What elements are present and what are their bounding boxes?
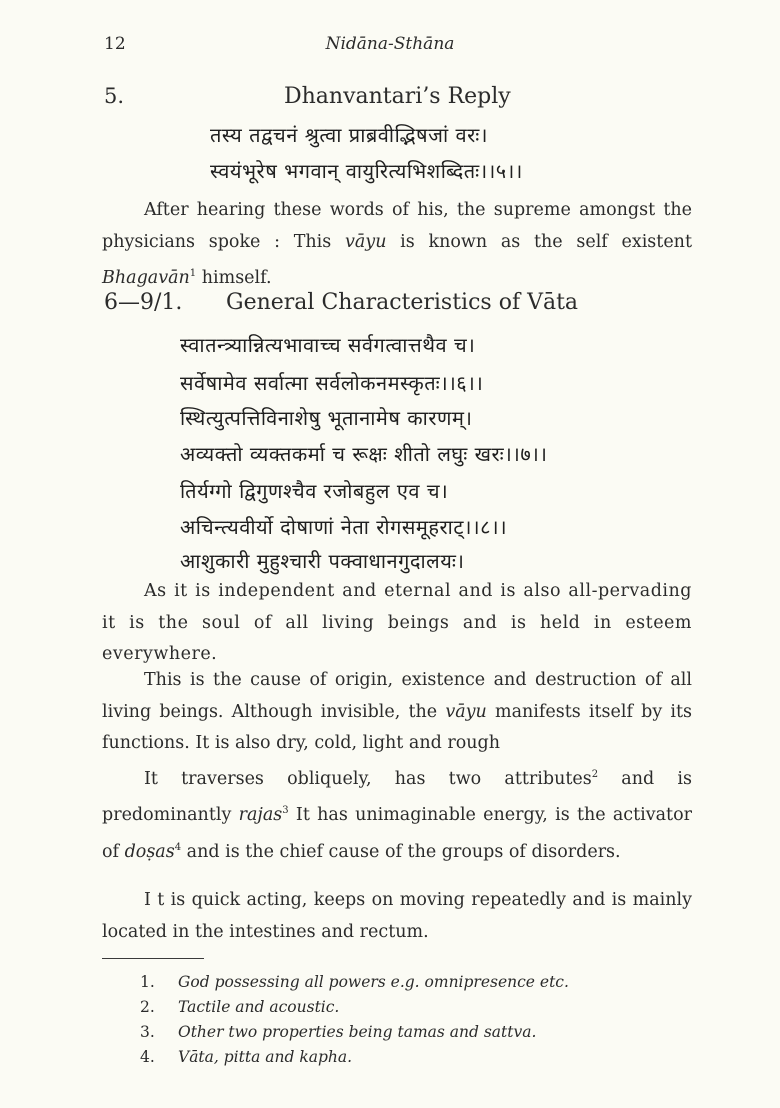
- verse-line: अचिन्त्यवीर्यो दोषाणां नेता रोगसमूहराट्।।८।।: [180, 515, 508, 539]
- verse-line: तस्य तद्वचनं श्रुत्वा प्राब्रवीद्भिषजां वरः।: [210, 123, 488, 147]
- translation-paragraph: As it is independent and eternal and is also all-pervading it is the soul of all living beings and is held in esteem everywhere.: [102, 581, 692, 664]
- footnote-divider: [102, 958, 204, 959]
- verse-line: सर्वेषामेव सर्वात्मा सर्वलोकनमस्कृतः।।६।।: [180, 371, 484, 395]
- verse-line: तिर्यग्गो द्विगुणश्चैव रजोबहुल एव च।: [180, 479, 449, 503]
- verse-line: स्थित्युत्पत्तिविनाशेषु भूतानामेष कारणम्।: [180, 406, 473, 430]
- footnote-ref: 4: [174, 841, 182, 853]
- translation-paragraph: It traverses obliquely, has two attributes$^2$ and is predominantly rajas$^3$ It has unimaginable energy, is the activator of doṣas$^4$ and is the chief cause of the groups of disorders.: [102, 768, 692, 862]
- verse-line: आशुकारी मुहुश्चारी पक्वाधानगुदालयः।: [180, 549, 465, 573]
- footnote: 1. God possessing all powers e.g. omnipresence etc.: [140, 973, 569, 991]
- footnote-ref: 2: [591, 769, 599, 780]
- running-title: Nidāna-Sthāna: [325, 34, 455, 54]
- translation-paragraph: I t is quick acting, keeps on moving repeatedly and is mainly located in the intestines and rectum.: [102, 890, 692, 942]
- verse-line: स्वयंभूरेष भगवान् वायुरित्यभिशब्दितः।।५।।: [210, 159, 523, 183]
- footnote: 3. Other two properties being tamas and sattva.: [140, 1023, 537, 1041]
- footnote-ref: 1: [189, 268, 197, 279]
- footnote-ref: 3: [282, 805, 289, 817]
- translation-paragraph: After hearing these words of his, the supreme amongst the physicians spoke : This vāyu is known as the self existent Bhagavān$^1$ himself.: [102, 200, 692, 288]
- translation-paragraph: This is the cause of origin, existence and destruction of all living beings. Although invisible, the vāyu manifests itself by its functions. It is also dry, cold, light and rough: [102, 670, 692, 753]
- verse-line: अव्यक्तो व्यक्तकर्मा च रूक्षः शीतो लघुः खरः।।७।।: [180, 442, 548, 466]
- section-title: Dhanvantari’s Reply: [284, 84, 511, 109]
- footnote: 2. Tactile and acoustic.: [140, 998, 340, 1016]
- section-number: 5.: [104, 84, 125, 108]
- verse-line: स्वातन्त्र्यान्नित्यभावाच्च सर्वगत्वात्तथैव च।: [180, 333, 476, 357]
- footnote: 4. Vāta, pitta and kapha.: [140, 1048, 353, 1066]
- section-number: 6—9/1.: [104, 290, 183, 315]
- page-number: 12: [104, 34, 126, 54]
- section-title: General Characteristics of Vāta: [226, 290, 579, 315]
